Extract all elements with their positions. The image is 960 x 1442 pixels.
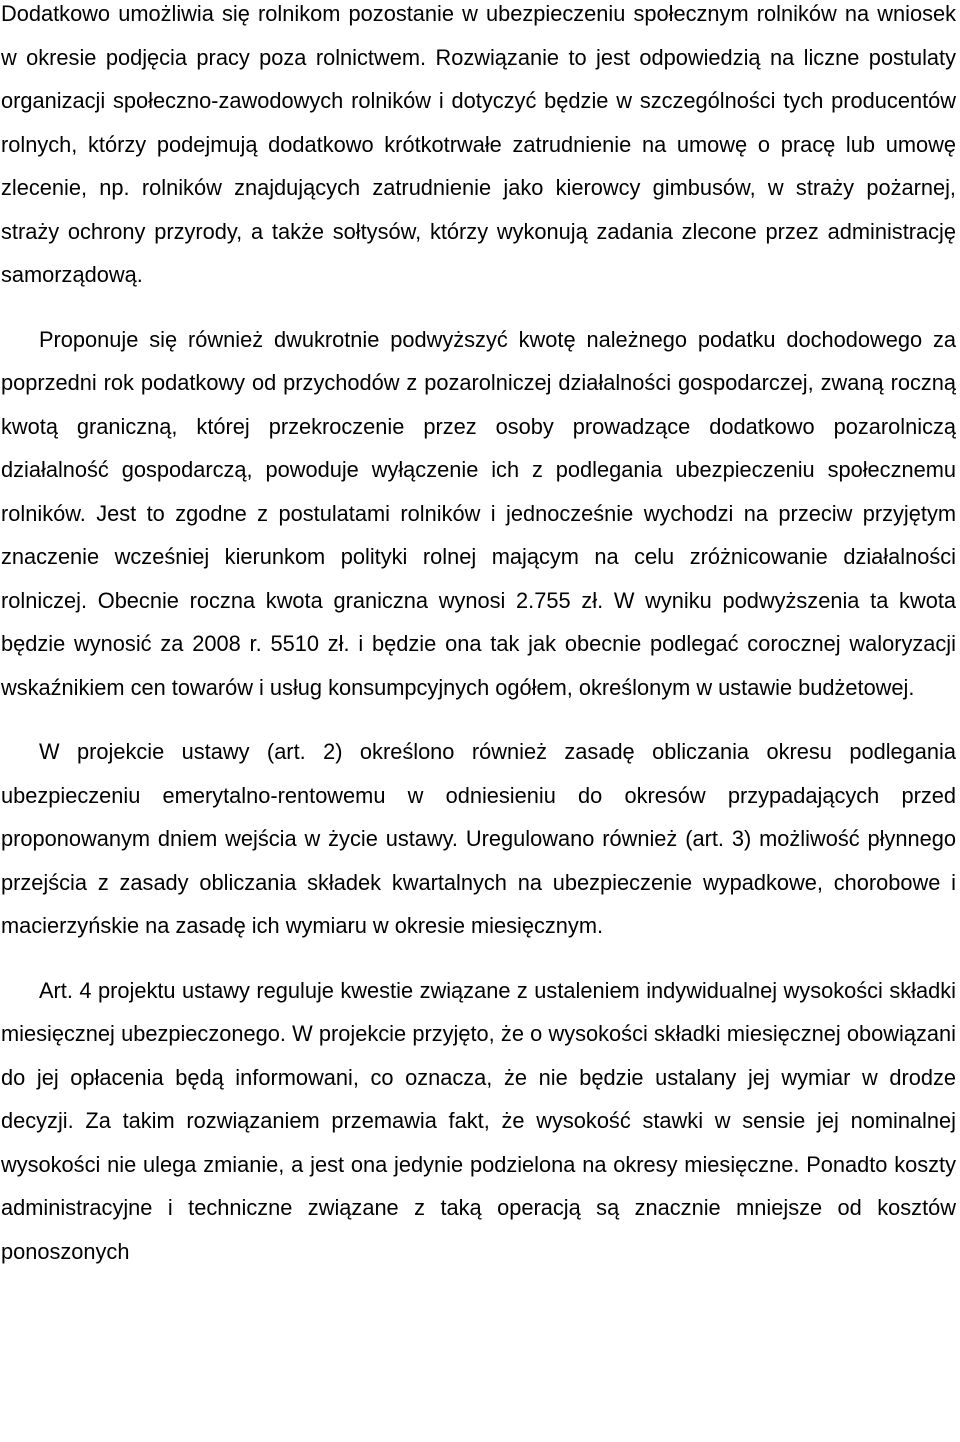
paragraph-1: Dodatkowo umożliwia się rolnikom pozostanie w ubezpieczeniu społecznym rolników na wniosek w okresie podjęcia pracy poza rolnictwem. Rozwiązanie to jest odpowiedzią na liczne postulaty organizacji społeczno-zawodowych rolników i dotyczyć będzie w szczególności tych producentów rolnych, którzy podejmują dodatkowo krótkotrwałe zatrudnienie na umowę o pracę lub umowę zlecenie, np. rolników znajdujących zatrudnienie jako kierowcy gimbusów, w straży pożarnej, straży ochrony przyrody, a także sołtysów, którzy wykonują zadania zlecone przez administrację samorządową. — [1, 1, 956, 287]
paragraph-3: W projekcie ustawy (art. 2) określono również zasadę oblicz​ania okresu podlegania ubezpieczeniu emerytalno-rentowemu w odniesieniu do okresów przypadających przed proponowanym dniem wejścia w życie ustawy. Uregulowano również (art. 3) możliwość płynnego przejścia z zasady obliczania składek kwartalnych na ubezpieczenie wypadkowe, chorobowe i macierzyńskie na zasadę ich wymiaru w okresie miesięcznym. — [1, 739, 956, 938]
paragraph-4: Art. 4 projektu ustawy reguluje kwestie związane z ustaleniem indywidualnej wysokości składki miesięcznej ubezpieczonego. W projekcie przyjęto, że o wysokości składki miesięcznej obowiązani do jej opłacenia będą informowani, co oznacza, że nie będzie ustalany jej wymiar w drodze decyzji. Za takim rozwiązaniem przemawia fakt, że wysokość stawki w sensie jej nominalnej wysokości nie ulega zmianie, a jest ona jedynie podzielona na okresy miesięczne. Ponadto koszty administracyjne i techniczne związane z taką operacją są znacznie mniejsze od kosztów ponoszonych — [1, 977, 956, 1264]
paragraph-2: Proponuje się również dwukrotnie podwyższyć kwotę należnego podatku dochodowego za poprzedni rok podatkowy od przychodów z pozarolniczej działalności gospodarczej, zwaną roczną kwotą graniczną, której przekroczenie przez osoby prowadzące dodatkowo pozarolniczą działalność gospodarczą, powoduje wyłączenie ich z podlegania ubezpieczeniu społecznemu rolników. Jest to zgodne z postulatami rolników i jednocześnie wychodzi na przeciw przyjętym znaczenie wcześniej kierunkom polityki rolnej mającym na celu zróżnicowanie działalności rolniczej. Obecnie roczna kwota graniczna wynosi 2.755 zł. W wyniku podwyższenia ta kwota będzie wynosić za 2008 r. 5510 zł. i będzie ona tak jak obecnie podlegać corocznej waloryzacji wskaźnikiem cen towarów i usług konsumpcyjnych ogółem, określonym w ustawie budżetowej. — [1, 326, 956, 700]
